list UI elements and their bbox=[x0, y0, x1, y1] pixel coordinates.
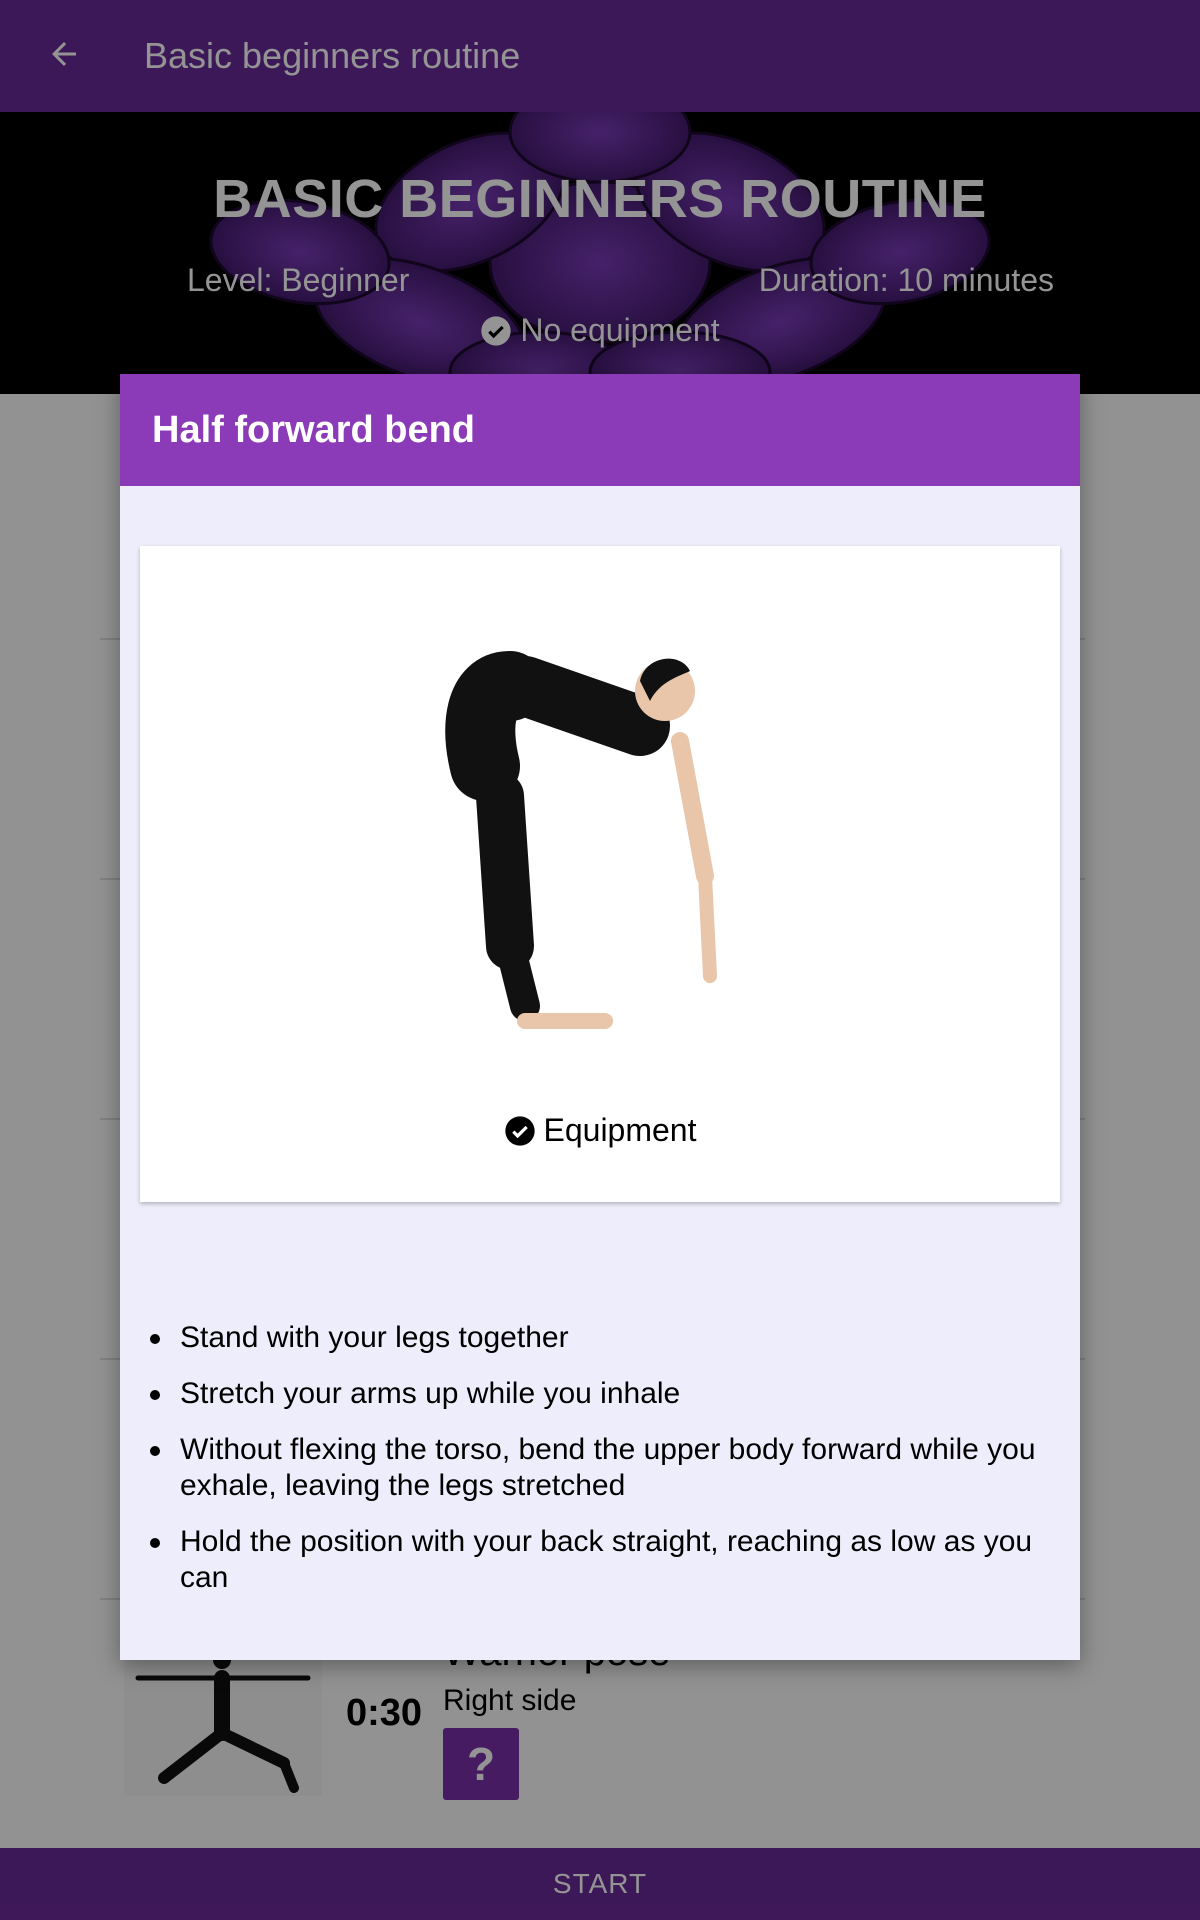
level-label: Level: Beginner bbox=[187, 262, 410, 298]
equipment-requirement bbox=[140, 1112, 1060, 1149]
help-button[interactable]: ? bbox=[443, 1728, 519, 1800]
instruction-list bbox=[180, 1320, 1040, 1616]
start-button[interactable]: START bbox=[0, 1848, 1200, 1920]
instruction-step: Stand with your legs together bbox=[180, 1320, 1040, 1356]
check-circle-icon bbox=[504, 1115, 536, 1147]
equipment-label: No equipment bbox=[520, 312, 720, 348]
exercise-duration: 0:30 bbox=[346, 1692, 423, 1734]
app-bar-title: Basic beginners routine bbox=[144, 35, 521, 76]
instruction-step: Hold the position with your back straight, reaching as low as you can bbox=[180, 1524, 1040, 1596]
instruction-step: Stretch your arms up while you inhale bbox=[180, 1376, 1040, 1412]
exercise-dialog bbox=[120, 374, 1080, 1660]
routine-title: BASIC BEGINNERS ROUTINE bbox=[213, 169, 987, 229]
exercise-side: Right side bbox=[443, 1684, 577, 1717]
half-forward-bend-image bbox=[440, 646, 760, 1066]
dialog-header bbox=[120, 374, 1080, 486]
instruction-step: Without flexing the torso, bend the upper body forward while you exhale, leaving the legs stretched bbox=[180, 1432, 1040, 1504]
exercise-card bbox=[140, 546, 1060, 1202]
dialog-title: Half forward bend bbox=[152, 408, 476, 451]
duration-label: Duration: 10 minutes bbox=[758, 262, 1054, 298]
equipment-text: Equipment bbox=[543, 1112, 697, 1148]
